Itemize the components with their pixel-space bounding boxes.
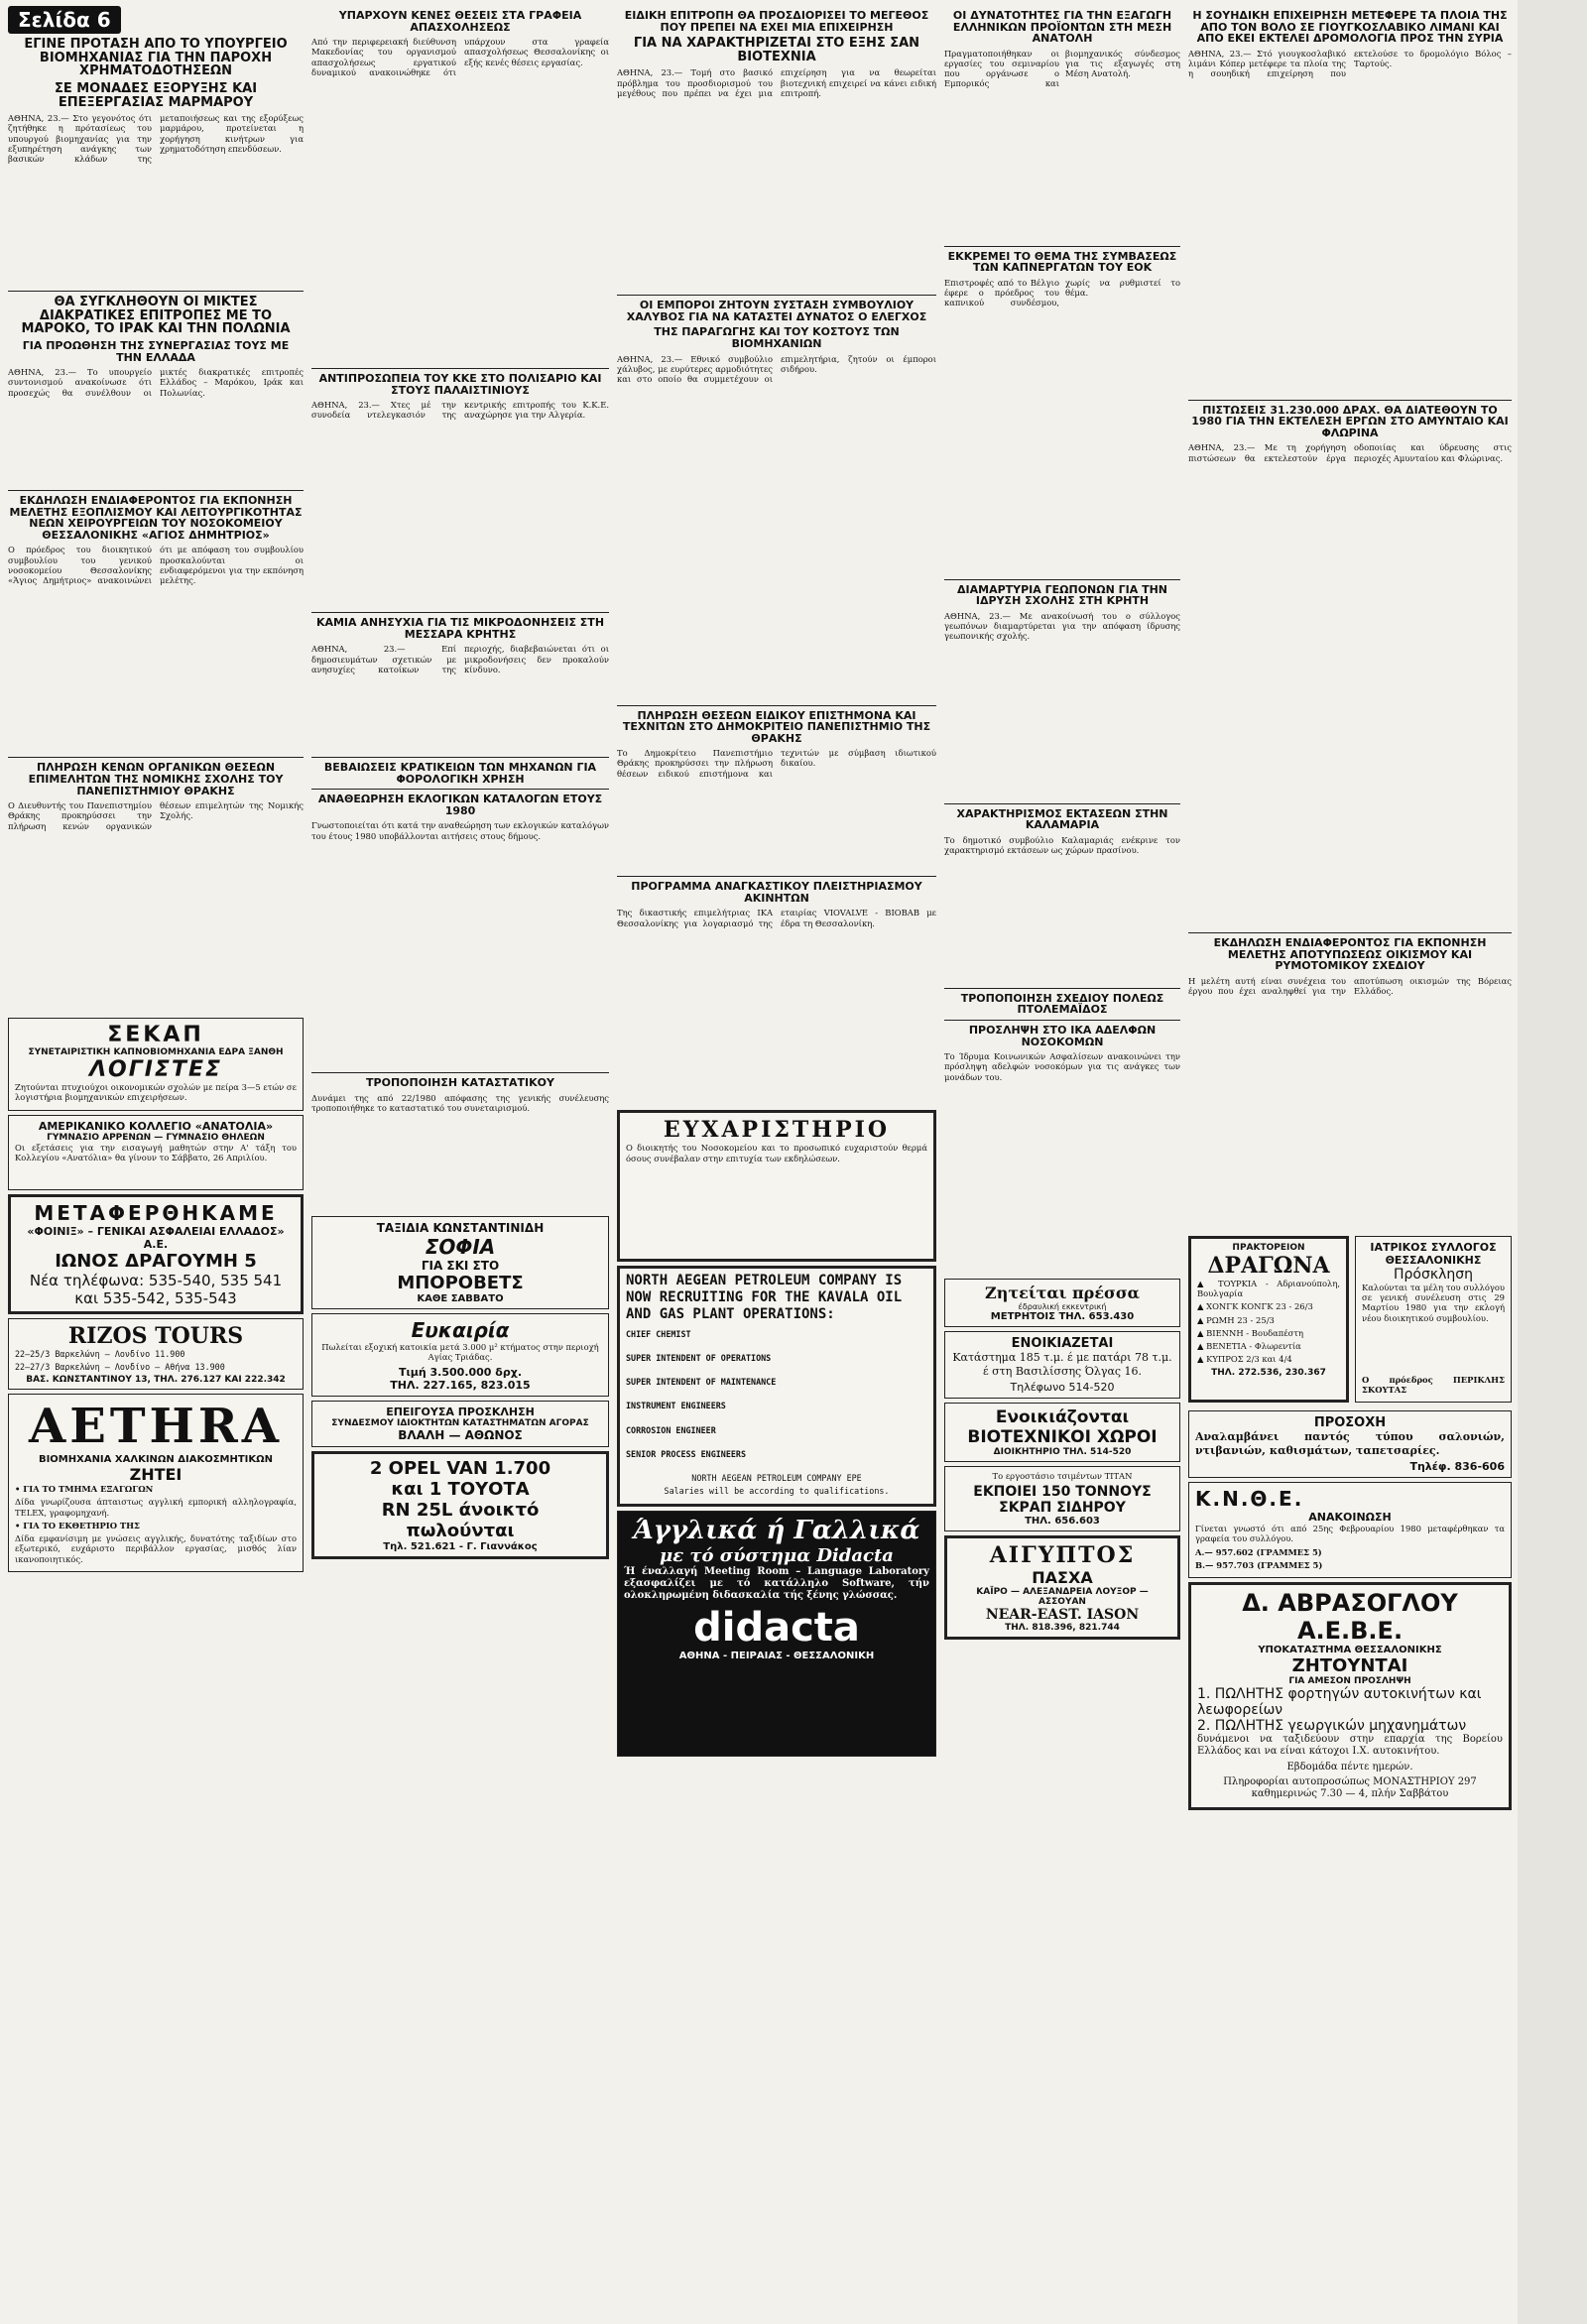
ad-cities: ΑΘΗΝΑ - ΠΕΙΡΑΙΑΣ - ΘΕΣΣΑΛΟΝΙΚΗ [678, 1651, 875, 1662]
job-title: CHIEF CHEMIST [626, 1328, 691, 1339]
headline: ΕΚΔΗΛΩΣΗ ΕΝΔΙΑΦΕΡΟΝΤΟΣ ΓΙΑ ΕΚΠΟΝΗΣΗ ΜΕΛΕΤΗΣ ΑΠΟΤΥΠΩΣΕΩΣ ΟΙΚΙΣΜΟΥ ΚΑΙ ΡΥΜΟΤΟΜΙΚΟΥ ΣΧΕΔΙΟΥ [1213, 936, 1487, 973]
article-text: ΑΘΗΝΑ, 23.— Το υπουργείο συντονισμού ανακοίνωσε ότι προσεχώς θα συνέλθουν οι μικτές διακρατικές επιτροπές Ελλάδος – Μαρόκου, Ιράκ και Πολωνίας. [8, 367, 304, 398]
headline: ΘΑ ΣΥΓΚΛΗΘΟΥΝ ΟΙ ΜΙΚΤΕΣ ΔΙΑΚΡΑΤΙΚΕΣ ΕΠΙΤΡΟΠΕΣ ΜΕ ΤΟ ΜΑΡΟΚΟ, ΤΟ ΙΡΑΚ ΚΑΙ ΤΗΝ ΠΟΛΩΝΙΑ [21, 295, 291, 337]
ad-role: ΛΟΓΙΣΤΕΣ [88, 1057, 223, 1083]
doctors-ad [1355, 1236, 1512, 1404]
headline: ΕΚΔΗΛΩΣΗ ΕΝΔΙΑΦΕΡΟΝΤΟΣ ΓΙΑ ΕΚΠΟΝΗΣΗ ΜΕΛΕΤΗΣ ΕΞΟΠΛΙΣΜΟΥ ΚΑΙ ΛΕΙΤΟΥΡΓΙΚΟΤΗΤΑΣ ΝΕΩΝ ΧΕΙΡΟΥΡΓΕΙΩΝ ΤΟΥ ΝΟΣΟΚΟΜΕΙΟΥ ΘΕΣΣΑΛΟΝΙΚΗΣ «ΑΓΙΟΣ ΔΗΜΗΤΡΙΟΣ» [9, 494, 303, 542]
ad-logo: didacta [693, 1605, 860, 1651]
ad-line: ΓΙΑ ΣΚΙ ΣΤΟ [421, 1259, 500, 1274]
article-text: Το Ίδρυμα Κοινωνικών Ασφαλίσεων ανακοινώνει την πρόσληψη αδελφών νοσοκόμων για τις ανάγκες των μονάδων του. [944, 1051, 1180, 1082]
rizos-ad [8, 1318, 304, 1391]
ad-phone: Τηλέφωνο 514-520 [1010, 1380, 1115, 1394]
ad-subtitle: έδραυλική εκκεντρική [1018, 1302, 1107, 1312]
article-text: Το Δημοκρίτειο Πανεπιστήμιο Θράκης προκηρύσσει την πλήρωση θέσεων ειδικού επιστήμονα και τεχνιτών με σύμβαση ιδιωτικού δικαίου. [617, 748, 936, 779]
headline: ΤΡΟΠΟΠΟΙΗΣΗ ΚΑΤΑΣΤΑΤΙΚΟΥ [366, 1076, 554, 1090]
ad-title: ΔΡΑΓΩΝΑ [1207, 1252, 1330, 1279]
ad-subtitle: Πρόσκληση [1393, 1266, 1473, 1283]
job-title: INSTRUMENT ENGINEERS [626, 1401, 726, 1411]
headline: ΧΑΡΑΚΤΗΡΙΣΜΟΣ ΕΚΤΑΣΕΩΝ ΣΤΗΝ ΚΑΛΑΜΑΡΙΑ [956, 806, 1168, 832]
cars-ad [311, 1451, 609, 1559]
ad-phone: ΔΙΟΙΚΗΤΗΡΙΟ ΤΗΛ. 514-520 [993, 1446, 1132, 1457]
ad-title: Ενοικιάζονται ΒΙΟΤΕΧΝΙΚΟΙ ΧΩΡΟΙ [967, 1407, 1158, 1447]
ad-phone: ΜΕΤΡΗΤΟΙΣ ΤΗΛ. 653.430 [990, 1311, 1135, 1323]
ad-line: 2 OPEL VAN 1.700 [369, 1457, 551, 1479]
ad-ask-sub: ΓΙΑ ΑΜΕΣΟΝ ΠΡΟΣΛΗΨΗ [1288, 1676, 1411, 1687]
didacta-ad [617, 1511, 936, 1757]
headline: Η ΣΟΥΗΔΙΚΗ ΕΠΙΧΕΙΡΗΣΗ ΜΕΤΕΦΕΡΕ ΤΑ ΠΛΟΙΑ ΤΗΣ ΑΠΟ ΤΟΝ ΒΟΛΟ ΣΕ ΓΙΟΥΓΚΟΣΛΑΒΙΚΟ ΛΙΜΑΝΙ ΚΑΙ ΑΠΟ ΕΚΕΙ ΕΚΤΕΛΕΙ ΔΡΟΜΟΛΟΓΙΑ ΠΡΟΣ ΤΗΝ ΣΥΡΙΑ [1192, 9, 1508, 46]
ad-text: Οι εξετάσεις για την εισαγωγή μαθητών στην Α' τάξη του Κολλεγίου «Ανατόλια» θα γίνουν το Σάββατο, 26 Απριλίου. [15, 1142, 297, 1162]
headline: ΑΝΤΙΠΡΟΣΩΠΕΙΑ ΤΟΥ ΚΚΕ ΣΤΟ ΠΟΛΙΣΑΡΙΟ ΚΑΙ ΣΤΟΥΣ ΠΑΛΑΙΣΤΙΝΙΟΥΣ [318, 372, 602, 397]
headline: ΤΡΟΠΟΠΟΙΗΣΗ ΣΧΕΔΙΟΥ ΠΟΛΕΩΣ ΠΤΟΛΕΜΑΪΔΟΣ [960, 991, 1164, 1017]
press-ad [944, 1279, 1180, 1327]
article-text: Της δικαστικής επιμελήτριας ΙΚΑ Θεσσαλονίκης για λογαριασμό της εταιρίας VIOVALVE - BIOBAB με έδρα τη Θεσσαλονίκη. [617, 908, 936, 928]
ad-line: RN 25L άνοικτό [381, 1499, 540, 1521]
ad-subtitle: ΒΙΟΜΗΧΑΝΙΑ ΧΑΛΚΙΝΩΝ ΔΙΑΚΟΣΜΗΤΙΚΩΝ [38, 1454, 274, 1466]
ad-subtitle: με τό σύστημα Didacta [660, 1544, 894, 1566]
ad-phone: ΤΗΛ. 818.396, 821.744 [1005, 1623, 1120, 1634]
ad-line: 22—27/3 Βαρκελώνη — Λονδίνο — Αθήνα 13.900 [15, 1361, 225, 1372]
headline: ΒΕΒΑΙΩΣΕΙΣ ΚΡΑΤΙΚΕΙΩΝ ΤΩΝ ΜΗΧΑΝΩΝ ΓΙΑ ΦΟΡΟΛΟΓΙΚΗ ΧΡΗΣΗ [323, 761, 597, 786]
thanks-ad [617, 1110, 936, 1262]
ad-title: ΤΑΞΙΔΙΑ ΚΩΝΣΤΑΝΤΙΝΙΔΗ [376, 1221, 545, 1236]
ad-phone: ΤΗΛ. 656.603 [1025, 1516, 1100, 1528]
article-text: ΑΘΗΝΑ, 23.— Επί δημοσιευμάτων σχετικών με ανησυχίες κατοίκων της περιοχής, διαβεβαιώνεται ότι οι μικροδονήσεις δεν προκαλούν κίνδυνο. [311, 644, 609, 674]
ad-text: Καλούνται τα μέλη του συλλόγου σε γενική συνέλευση στις 29 Μαρτίου 1980 για την εκλογή νέου διοικητικού συμβουλίου. [1362, 1282, 1505, 1323]
adjacent-page-edge [1518, 0, 1587, 2324]
ad-phones: Νέα τηλέφωνα: 535-540, 535 541 [29, 1271, 283, 1289]
ad-text: Ζητούνται πτυχιούχοι οικονομικών σχολών με πείρα 3—5 ετών σε λογιστήρια βιομηχανικών επιχειρήσεων. [15, 1082, 297, 1103]
anatolia-ad [8, 1115, 304, 1190]
article-text: Η μελέτη αυτή είναι συνέχεια του έργου που έχει αναληφθεί για την αποτύπωση οικισμών της Βόρειας Ελλάδος. [1188, 975, 1512, 997]
job-title: SENIOR PROCESS ENGINEERS [626, 1448, 747, 1459]
ad-price: Τιμή 3.500.000 δρχ. [398, 1365, 522, 1379]
ad-salary: Salaries will be according to qualifications. [664, 1486, 890, 1497]
article-text: Από την περιφερειακή διεύθυνση Μακεδονίας του οργανισμού απασχολήσεως εργατικού δυναμικού ανακοινώθηκε ότι υπάρχουν στα γραφεία απασχολήσεως Θεσσαλονίκης οι εξής κενές θέσεις εργασίας. [311, 37, 609, 77]
attention-ad [1188, 1410, 1512, 1478]
ad-line: ΜΠΟΡΟΒΕΤΣ [397, 1273, 524, 1294]
ad-top: ΠΡΑΚΤΟΡΕΙΟΝ [1232, 1242, 1305, 1253]
ad-text: Ή έναλλαγή Meeting Room – Language Laboratory εξασφαλίζει με τό κατάλληλο Software, τήν ολοκληρωμένη διδασκαλία τής ξένης γλώσσας. [624, 1565, 929, 1602]
ad-phone: Β.— 957.703 (ΓΡΑΜΜΕΣ 5) [1195, 1559, 1323, 1570]
ad-line: ▲ ΤΟΥΡΚΙΑ - Αδριανούπολη, Βουλγαρία [1197, 1278, 1340, 1299]
job-title: SUPER INTENDENT OF MAINTENANCE [626, 1377, 777, 1388]
ad-route: ΚΑΪΡΟ — ΑΛΕΞΑΝΔΡΕΙΑ ΛΟΥΞΟΡ — ΑΣΣΟΥΑΝ [976, 1587, 1149, 1608]
headline: ΕΚΚΡΕΜΕΙ ΤΟ ΘΕΜΑ ΤΗΣ ΣΥΜΒΑΣΕΩΣ ΤΩΝ ΚΑΠΝΕΡΓΑΤΩΝ ΤΟΥ ΕΟΚ [947, 249, 1177, 275]
moved-ad [8, 1194, 304, 1314]
ad-subtitle: ΣΥΝΔΕΣΜΟΥ ΙΔΙΟΚΤΗΤΩΝ ΚΑΤΑΣΤΗΜΑΤΩΝ ΑΓΟΡΑΣ [331, 1417, 589, 1428]
ad-title: AETHRA [28, 1399, 284, 1455]
ad-text: Το εργοστάσιο τσιμέντων ΤΙΤΑΝ [992, 1470, 1133, 1481]
ad-ask: ΖΗΤΟΥΝΤΑΙ [1291, 1655, 1408, 1677]
headline: ΓΙΑ ΠΡΟΩΘΗΣΗ ΤΗΣ ΣΥΝΕΡΓΑΣΙΑΣ ΤΟΥΣ ΜΕ ΤΗΝ ΕΛΛΑΔΑ [22, 339, 290, 364]
ad-bullet: • ΓΙΑ ΤΟ ΕΚΘΕΤΗΡΙΟ ΤΗΣ [15, 1520, 140, 1530]
ad-subtitle: ΣΥΝΕΤΑΙΡΙΣΤΙΚΗ ΚΑΠΝΟΒΙΟΜΗΧΑΝΙΑ ΕΔΡΑ ΞΑΝΘΗ [28, 1047, 284, 1058]
ad-title: RIZOS TOURS [67, 1322, 244, 1349]
ad-phone: Τηλέφ. 836-606 [1409, 1460, 1505, 1474]
article-text: Δυνάμει της από 22/1980 απόφασης της γενικής συνέλευσης τροποποιήθηκε το καταστατικό του συνεταιρισμού. [311, 1093, 609, 1114]
headline: ΓΙΑ ΝΑ ΧΑΡΑΚΤΗΡΙΖΕΤΑΙ ΣΤΟ ΕΞΗΣ ΣΑΝ ΒΙΟΤΕΧΝΙΑ [633, 36, 920, 64]
ad-sign: Ο πρόεδρος ΠΕΡΙΚΛΗΣ ΣΚΟΥΤΑΣ [1362, 1374, 1505, 1396]
ad-title: ΕΥΧΑΡΙΣΤΗΡΙΟ [663, 1117, 891, 1144]
headline: ΠΡΟΣΛΗΨΗ ΣΤΟ ΙΚΑ ΑΔΕΛΦΩΝ ΝΟΣΟΚΟΜΩΝ [968, 1024, 1157, 1048]
ad-text: Κατάστημα 185 τ.μ. έ με πατάρι 78 τ.μ. έ στη Βασιλίσσης Όλγας 16. [952, 1351, 1172, 1378]
ad-address: NORTH AEGEAN PETROLEUM COMPANY EPE [691, 1473, 862, 1484]
ad-bullet: • ΓΙΑ ΤΟ ΤΜΗΜΑ ΕΞΑΓΩΓΩΝ [15, 1484, 154, 1495]
ad-line: ▲ ΒΙΕΝΝΗ - Βουδαπέστη [1197, 1327, 1303, 1338]
ad-phone: Τηλ. 521.621 - Γ. Γιαννάκος [383, 1540, 538, 1552]
ad-title: ΜΕΤΑΦΕΡΘΗΚΑΜΕ [34, 1200, 278, 1225]
ad-title: NORTH AEGEAN PETROLEUM COMPANY IS NOW RECRUITING FOR THE KAVALA OIL AND GAS PLANT OPERATIONS: [626, 1273, 903, 1322]
article-text: ΑΘΗΝΑ, 23.— Στό γιουγκοσλαβικό λιμάνι Κόπερ μετέφερε τα πλοία της η σουηδική επιχείρηση που εκτελούσε το δρομολόγιο Βόλος – Ταρτούς. [1188, 48, 1512, 79]
headline: ΕΙΔΙΚΗ ΕΠΙΤΡΟΠΗ ΘΑ ΠΡΟΣΔΙΟΡΙΣΕΙ ΤΟ ΜΕΓΕΘΟΣ ΠΟΥ ΠΡΕΠΕΙ ΝΑ ΕΧΕΙ ΜΙΑ ΕΠΙΧΕΙΡΗΣΗ [624, 9, 929, 34]
article-text: ΑΘΗΝΑ, 23.— Τομή στο βασικό πρόβλημα του προσδιορισμού του μεγέθους που πρέπει να έχει μια επιχείρηση για να θεωρείται βιοτεχνική επιχειρεί να κάνει ειδική επιτροπή. [617, 67, 936, 98]
ad-title: Ζητείται πρέσσα [985, 1284, 1140, 1303]
column-5 [1188, 6, 1512, 1814]
nap-ad [617, 1266, 936, 1506]
ad-text: Γίνεται γνωστό ότι από 25ης Φεβρουαρίου 1980 μεταφέρθηκαν τα γραφεία του συλλόγου. [1195, 1524, 1505, 1544]
ad-line: ΚΑΘΕ ΣΑΒΒΑΤΟ [417, 1293, 504, 1305]
column-3 [617, 6, 936, 1761]
egypt-ad [944, 1535, 1180, 1640]
ad-subtitle: ΓΥΜΝΑΣΙΟ ΑΡΡΕΝΩΝ — ΓΥΜΝΑΣΙΟ ΘΗΛΕΩΝ [47, 1132, 265, 1143]
ad-title: ΑΜΕΡΙΚΑΝΙΚΟ ΚΟΛΛΕΓΙΟ «ΑΝΑΤΟΛΙΑ» [38, 1119, 274, 1133]
ad-title: ΣΕΚΑΠ [107, 1023, 204, 1048]
rent-ad [944, 1331, 1180, 1399]
article-text: ΑΘΗΝΑ, 23.— Εθνικό συμβούλιο χάλυβος, με ευρύτερες αρμοδιότητες και στο οποίο θα συμμετέχουν οι επιμελητήρια, ζητούν οι έμποροι σιδήρου. [617, 353, 936, 385]
ad-title: ΕΚΠΟΙΕΙ 150 ΤΟΝΝΟΥΣ ΣΚΡΑΠ ΣΙΔΗΡΟΥ [973, 1484, 1152, 1517]
ad-info: Πληροφορίαι αυτοπροσώπως ΜΟΝΑΣΤΗΡΙΟΥ 297 καθημερινώς 7.30 — 4, πλήν Σαββάτου [1223, 1775, 1477, 1799]
ad-line: και 1 ΤΟΥΟΤΑ [391, 1478, 530, 1500]
ad-line: ▲ ΚΥΠΡΟΣ 2/3 και 4/4 [1197, 1354, 1292, 1365]
article-text: ΑΘΗΝΑ, 23.— Στο γεγονότος ότι ζητήθηκε η πρότασίεως του υπουργού βιομηχανίας για την εξυπηρέτηση ανάγκης των βασικών κλάδων της μεταποιήσεως και της εξορύξεως μαρμάρου, προτείνεται η χορήγηση κινήτρων για χρηματοδότηση επενδύσεων. [8, 113, 304, 165]
ad-line: ▲ ΒΕΝΕΤΙΑ - Φλωρεντία [1197, 1341, 1301, 1352]
ad-title: ΙΑΤΡΙΚΟΣ ΣΥΛΛΟΓΟΣ ΘΕΣΣΑΛΟΝΙΚΗΣ [1370, 1240, 1497, 1267]
ad-phone: Α.— 957.602 (ΓΡΑΜΜΕΣ 5) [1195, 1546, 1322, 1557]
ad-title: ΕΝΟΙΚΙΑΖΕΤΑΙ [1011, 1336, 1114, 1352]
workshop-ad [944, 1403, 1180, 1462]
headline: ΣΕ ΜΟΝΑΔΕΣ ΕΞΟΡΥΞΗΣ ΚΑΙ ΕΠΕΞΕΡΓΑΣΙΑΣ ΜΑΡΜΑΡΟΥ [54, 80, 258, 110]
ad-text: δυνάμενοι να ταξιδεύουν στην επαρχία της Βορείου Ελλάδος και να είναι κάτοχοι Ι.Χ. αυτοκινήτου. [1197, 1734, 1503, 1758]
ad-title: Άγγλικά ή Γαλλικά [633, 1515, 920, 1545]
titan-ad [944, 1466, 1180, 1531]
trips-ad [311, 1216, 609, 1309]
column-2 [311, 6, 609, 1563]
headline: ΟΙ ΕΜΠΟΡΟΙ ΖΗΤΟΥΝ ΣΥΣΤΑΣΗ ΣΥΜΒΟΥΛΙΟΥ ΧΑΛΥΒΟΣ ΓΙΑ ΝΑ ΚΑΤΑΣΤΕΙ ΔΥΝΑΤΟΣ Ο ΕΛΕΓΧΟΣ [626, 299, 927, 323]
ad-subtitle: ΥΠΟΚΑΤΑΣΤΗΜΑ ΘΕΣΣΑΛΟΝΙΚΗΣ [1258, 1645, 1442, 1656]
avrasoglou-ad [1188, 1582, 1512, 1810]
headline: ΚΑΜΙΑ ΑΝΗΣΥΧΙΑ ΓΙΑ ΤΙΣ ΜΙΚΡΟΔΟΝΗΣΕΙΣ ΣΤΗ ΜΕΣΣΑΡΑ ΚΡΗΤΗΣ [315, 616, 605, 641]
headline: ΠΛΗΡΩΣΗ ΘΕΣΕΩΝ ΕΙΔΙΚΟΥ ΕΠΙΣΤΗΜΟΝΑ ΚΑΙ ΤΕΧΝΙΤΩΝ ΣΤΟ ΔΗΜΟΚΡΙΤΕΙΟ ΠΑΝΕΠΙΣΤΗΜΙΟ ΤΗΣ ΘΡΑΚΗΣ [622, 708, 931, 745]
headline: ΤΗΣ ΠΑΡΑΓΩΓΗΣ ΚΑΙ ΤΟΥ ΚΟΣΤΟΥΣ ΤΩΝ ΒΙΟΜΗΧΑΝΙΩΝ [654, 325, 900, 351]
headline: ΔΙΑΜΑΡΤΥΡΙΑ ΓΕΩΠΟΝΩΝ ΓΙΑ ΤΗΝ ΙΔΡΥΣΗ ΣΧΟΛΗΣ ΣΤΗ ΚΡΗΤΗ [957, 582, 1167, 608]
ad-address: ΙΩΝΟΣ ΔΡΑΓΟΥΜΗ 5 [55, 1250, 257, 1272]
headline: ΑΝΑΘΕΩΡΗΣΗ ΕΚΛΟΓΙΚΩΝ ΚΑΤΑΛΟΓΩΝ ΕΤΟΥΣ 1980 [317, 793, 603, 817]
opportunity-ad [311, 1313, 609, 1397]
ad-line: ΣΟΦΙΑ [425, 1235, 496, 1260]
ad-title: Κ.Ν.Θ.Ε. [1195, 1487, 1304, 1512]
invitation-ad [311, 1401, 609, 1447]
column-4 [944, 6, 1180, 1644]
article-text: Ο Διευθυντής του Πανεπιστημίου Θράκης προκηρύσσει την πλήρωση κενών οργανικών θέσεων επιμελητών της Νομικής Σχολής. [8, 800, 304, 831]
job-title: SUPER INTENDENT OF OPERATIONS [626, 1352, 772, 1363]
headline: ΠΡΟΓΡΑΜΜΑ ΑΝΑΓΚΑΣΤΙΚΟΥ ΠΛΕΙΣΤΗΡΙΑΣΜΟΥ ΑΚΙΝΗΤΩΝ [631, 880, 922, 905]
headline: ΟΙ ΔΥΝΑΤΟΤΗΤΕΣ ΓΙΑ ΤΗΝ ΕΞΑΓΩΓΗ ΕΛΛΗΝΙΚΩΝ ΠΡΟΪΟΝΤΩΝ ΣΤΗ ΜΕΣΗ ΑΝΑΤΟΛΗ [952, 9, 1172, 46]
ad-line: ▲ ΧΟΝΓΚ ΚΟΝΓΚ 23 - 26/3 [1197, 1301, 1313, 1312]
ad-phone: ΤΗΛ. 227.165, 823.015 [390, 1378, 531, 1392]
ad-text: Ο διοικητής του Νοσοκομείου και το προσωπικό ευχαριστούν θερμά όσους συνέβαλαν στην επιτυχία των εκδηλώσεων. [626, 1143, 927, 1163]
ad-ask: ΖΗΤΕΙ [129, 1465, 183, 1485]
article-text: ΑΘΗΝΑ, 23.— Με τη χορήγηση πιστώσεων θα εκτελεστούν έργα οδοποιίας και ύδρευσης στις περιοχές Αμυνταίου και Φλώρινας. [1188, 442, 1512, 463]
headline: ΥΠΑΡΧΟΥΝ ΚΕΝΕΣ ΘΕΣΕΙΣ ΣΤΑ ΓΡΑΦΕΙΑ ΑΠΑΣΧΟΛΗΣΕΩΣ [338, 9, 582, 34]
article-text: Πραγματοποιήθηκαν οι εργασίες του σεμιναρίου που οργάνωσε ο Εμπορικός και βιομηχανικός σύνδεσμος για τις εξαγωγές στη Μέση Ανατολή. [944, 48, 1180, 89]
dragona-ad [1188, 1236, 1349, 1404]
sekap-ad [8, 1018, 304, 1111]
ad-phone: ΤΗΛ. 272.536, 230.367 [1211, 1367, 1326, 1378]
ad-text: Πωλείται εξοχική κατοικία μετά 3.000 μ² κτήματος στην περιοχή Αγίας Τριάδας. [321, 1342, 599, 1363]
article-text: Ο πρόεδρος του διοικητικού συμβουλίου του γενικού νοσοκομείου Θεσσαλονίκης «Άγιος Δημήτριος» ανακοινώνει ότι με απόφαση του συμβουλίου προσκαλούνται οι ενδιαφερόμενοι για την εκπόνηση μελέτης. [8, 545, 304, 586]
ad-title: ΠΡΟΣΟΧΗ [1313, 1415, 1387, 1431]
ad-line: πωλούνται [406, 1520, 515, 1541]
ad-agency: NEAR-EAST. IASON [985, 1607, 1140, 1624]
knthe-ad [1188, 1482, 1512, 1578]
ad-text: Δίδα γνωρίζουσα άπταιστως αγγλική εμπορική αλληλογραφία, TELEX, γραφομηχανή. [15, 1497, 297, 1518]
ad-company: «ΦΟΙΝΙΞ» – ΓΕΝΙΚΑΙ ΑΣΦΑΛΕΙΑΙ ΕΛΛΑΔΟΣ» Α.Ε. [27, 1224, 285, 1251]
job-line: 1. ΠΩΛΗΤΗΣ φορτηγών αυτοκινήτων και λεωφορείων [1197, 1686, 1482, 1719]
article-text: Το δημοτικό συμβούλιο Καλαμαριάς ενέκρινε τον χαρακτηρισμό εκτάσεων ως χώρων πρασίνου. [944, 834, 1180, 856]
ad-place: ΒΛΑΛΗ — ΑΘΩΝΟΣ [398, 1427, 523, 1442]
ad-title: ΑΙΓΥΠΤΟΣ [989, 1542, 1136, 1569]
ad-subtitle: ΑΝΑΚΟΙΝΩΣΗ [1308, 1511, 1392, 1525]
headline: ΠΛΗΡΩΣΗ ΚΕΝΩΝ ΟΡΓΑΝΙΚΩΝ ΘΕΣΕΩΝ ΕΠΙΜΕΛΗΤΩΝ ΤΗΣ ΝΟΜΙΚΗΣ ΣΧΟΛΗΣ ΤΟΥ ΠΑΝΕΠΙΣΤΗΜΙΟΥ ΘΡΑΚΗΣ [28, 761, 284, 797]
aethra-ad [8, 1394, 304, 1572]
ad-address: ΒΑΣ. ΚΩΝΣΤΑΝΤΙΝΟΥ 13, ΤΗΛ. 276.127 ΚΑΙ 222.342 [26, 1375, 286, 1386]
article-text: ΑΘΗΝΑ, 23.— Με ανακοίνωσή του ο σύλλογος γεωπόνων διαμαρτύρεται για την απόφαση ίδρυσης γεωπονικής σχολής. [944, 610, 1180, 642]
ad-subtitle: ΠΑΣΧΑ [1032, 1568, 1093, 1588]
ad-phones: και 535-542, 535-543 [74, 1288, 237, 1307]
ad-title: Ευκαιρία [411, 1318, 510, 1343]
job-title: CORROSION ENGINEER [626, 1424, 716, 1435]
article-text: Επιστροφές από το Βέλγιο έφερε ο πρόεδρος του καπνικού συνδέσμου, χωρίς να ρυθμιστεί το θέμα. [944, 277, 1180, 308]
headline: ΠΙΣΤΩΣΕΙΣ 31.230.000 ΔΡΑΧ. ΘΑ ΔΙΑΤΕΘΟΥΝ ΤΟ 1980 ΓΙΑ ΤΗΝ ΕΚΤΕΛΕΣΗ ΕΡΓΩΝ ΣΤΟ ΑΜΥΝΤΑΙΟ ΚΑΙ ΦΛΩΡΙΝΑ [1191, 403, 1509, 439]
ad-week: Εβδομάδα πέντε ημερών. [1286, 1761, 1413, 1773]
job-line: 2. ΠΩΛΗΤΗΣ γεωργικών μηχανημάτων [1197, 1718, 1467, 1735]
ad-line: 22—25/3 Βαρκελώνη — Λονδίνο 11.900 [15, 1348, 185, 1359]
page-label: Σελίδα 6 [8, 6, 121, 34]
headline: ΕΓΙΝΕ ΠΡΟΤΑΣΗ ΑΠΟ ΤΟ ΥΠΟΥΡΓΕΙΟ ΒΙΟΜΗΧΑΝΙΑΣ ΓΙΑ ΤΗΝ ΠΑΡΟΧΗ ΧΡΗΜΑΤΟΔΟΤΗΣΕΩΝ [24, 37, 288, 79]
ad-title: Δ. ΑΒΡΑΣΟΓΛΟΥ Α.Ε.Β.Ε. [1242, 1589, 1458, 1646]
ad-text: Αναλαμβάνει παντός τύπου σαλονιών, ντιβανιών, καθισμάτων, ταπετσαρίες. [1195, 1430, 1505, 1457]
column-1 [8, 6, 304, 1576]
ad-line: ▲ ΡΩΜΗ 23 - 25/3 [1197, 1314, 1275, 1325]
article-text: Γνωστοποιείται ότι κατά την αναθεώρηση των εκλογικών καταλόγων του έτους 1980 υποβάλλονται αιτήσεις στους δήμους. [311, 820, 609, 841]
ad-text: Δίδα εμφανίσιμη με γνώσεις αγγλικής, δυνατότης ταξιδίων στο εξωτερικό, ευχάριστο περιβάλλον εργασίας, μισθός λίαν ικανοποιητικός. [15, 1533, 297, 1564]
article-text: ΑΘΗΝΑ, 23.— Χτες μέ την συνοδεία ντελεγκασιόν της κεντρικής επιτροπής του Κ.Κ.Ε. αναχώρησε για την Αλγερία. [311, 400, 609, 421]
ad-title: ΕΠΕΙΓΟΥΣΑ ΠΡΟΣΚΛΗΣΗ [386, 1405, 535, 1418]
